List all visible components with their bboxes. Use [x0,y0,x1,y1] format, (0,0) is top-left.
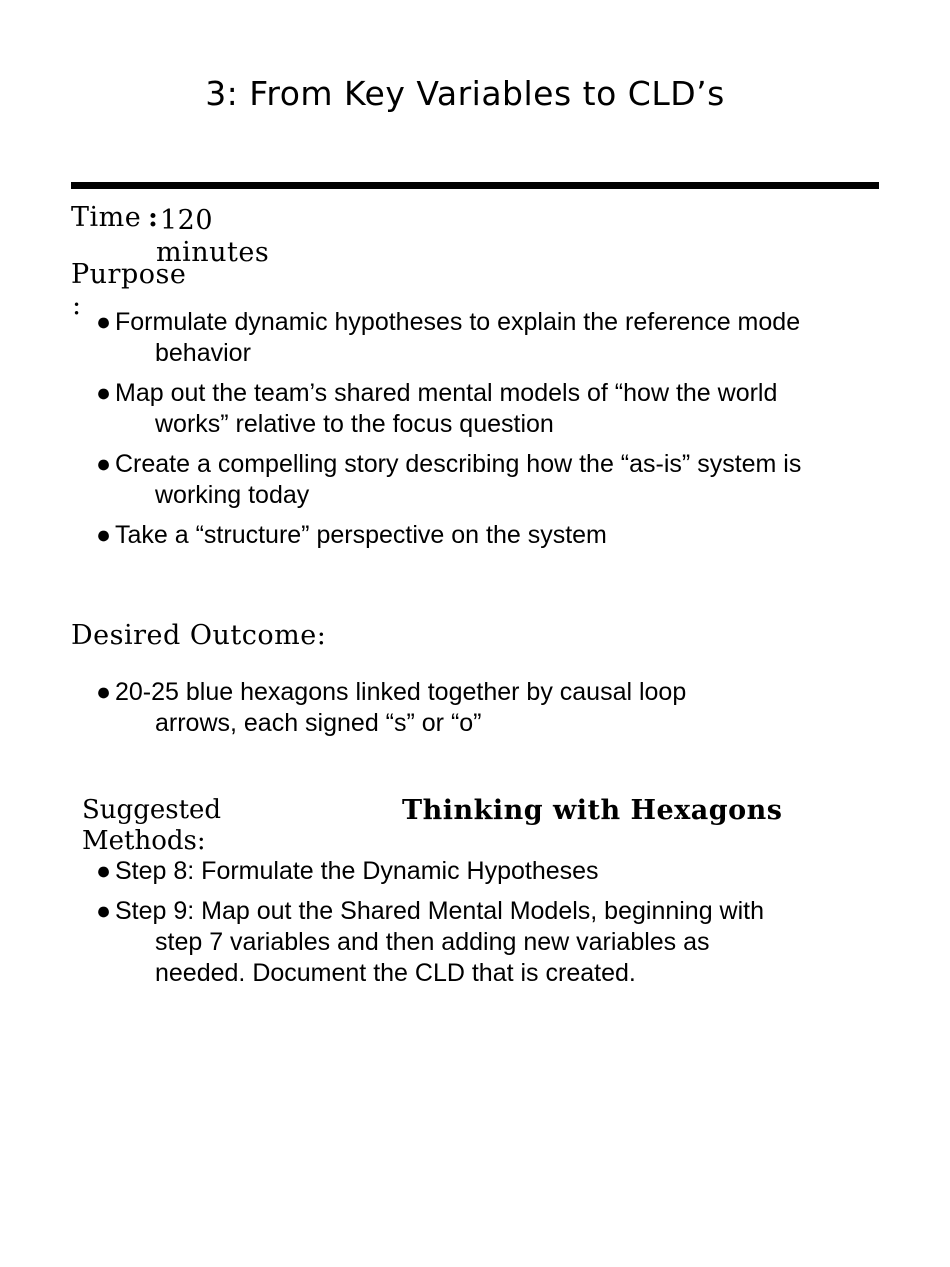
purpose-colon: : [72,290,82,321]
outcome-item: ● 20-25 blue hexagons linked together by causal loop arrows, each signed “s” or “o” [96,678,687,737]
desired-outcome-label: Desired Outcome: [71,620,327,651]
method-item: ● Step 9: Map out the Shared Mental Models, beginning with step 7 variables and then adding new variables as needed. Document the CLD that is created. [96,897,765,987]
method-item: ● Step 8: Formulate the Dynamic Hypotheses [96,857,599,885]
bullet-icon: ● [96,897,112,925]
purpose-item: ● Map out the team’s shared mental models of “how the world works” relative to the focus question [96,379,778,438]
purpose-label: Purpose [71,259,187,290]
time-value: 120 [160,205,214,236]
methods-heading: Thinking with Hexagons [402,795,783,826]
purpose-item: ● Formulate dynamic hypotheses to explain the reference mode behavior [96,308,801,367]
bullet-icon: ● [96,450,112,478]
bullet-icon: ● [96,678,112,706]
purpose-item: ● Create a compelling story describing how the “as-is” system is working today [96,450,802,509]
bullet-icon: ● [96,521,112,549]
suggested-methods-label: Suggested Methods: [82,795,222,856]
purpose-item: ● Take a “structure” perspective on the system [96,521,607,549]
page-title: 3: From Key Variables to CLD’s [205,74,725,113]
bullet-icon: ● [96,308,112,336]
time-label: Time [71,202,142,233]
time-value-unit: minutes [156,237,270,268]
bullet-icon: ● [96,857,112,885]
bullet-icon: ● [96,379,112,407]
title-divider [71,182,879,189]
time-colon: : [148,202,159,233]
